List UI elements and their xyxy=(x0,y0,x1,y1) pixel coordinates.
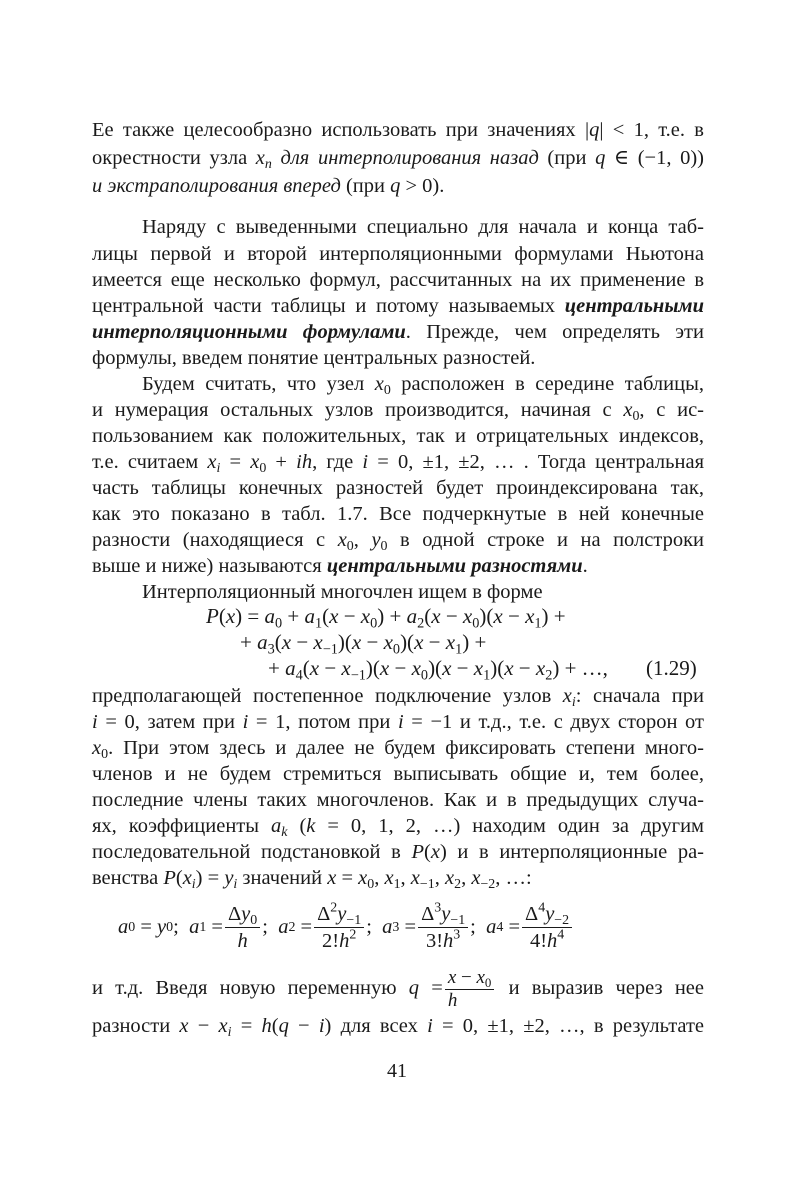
equation-line: + $a_4(x - x_{-1})(x - x_0)(x - x_1)(x - x_2)$ + …, xyxy=(268,656,608,684)
text-line: формулы, введем понятие центральных разностей. xyxy=(92,347,536,369)
text-line: членов и не будем стремиться выписывать общие и, тем более, xyxy=(92,763,704,785)
text-line: как это показано в табл. 1.7. Все подчеркнутые в ней конечные xyxy=(92,503,704,525)
text-line: часть таблицы конечных разностей будет проиндексирована так, xyxy=(92,477,704,499)
equation-line: $P(x) = a_0 + a_1(x - x_0) + a_2(x - x_0)(x - x_1)$ + xyxy=(206,604,566,632)
separator: ; xyxy=(470,916,476,938)
text-line: Ее также целесообразно использовать при значениях |q| < 1, т.е. в xyxy=(92,119,704,141)
coefficients-equation: a 0 = y 0 ; a 1 = $\frac{\Delta y_0}{h}$ ; a 2 = $\frac{\Delta^2y_{-1}}{2!h^2}$ ; a 3 = $\frac{\Delta^3y_{-1}}{3!h^3}$ ; a 4 = $\frac{\Delta^4y_{-2}}{4!h^4}$ xyxy=(118,902,708,953)
text-line: т.е. считаем $x_i = x_0$ + ih, где i = 0, ±1, ±2, … . Тогда центральная xyxy=(92,451,705,477)
text-line: ях, коэффициенты $a_k$ (k = 0, 1, 2, …) находим один за другим xyxy=(92,815,705,841)
text-line: $x_0$. При этом здесь и далее не будем фиксировать степени много- xyxy=(92,737,704,763)
separator: ; xyxy=(173,916,179,938)
text-line: разности (находящиеся с $x_0$, $y_0$ в одной строке и на полстроки xyxy=(92,529,704,555)
text-line: венства $P(x_i) = y_i$ значений $x = x_0$, $x_1$, $x_{-1}$, $x_2$, $x_{-2}$, …: xyxy=(92,867,532,893)
text-line: окрестности узла $x_n$ для интерполирования назад (при q ∈ (−1, 0)) xyxy=(92,147,704,173)
fraction: $\frac{x - x_0}{h}$ xyxy=(445,968,495,1011)
text-line: и т.д. Введя новую переменную q = $\frac{x - x_0}{h}$ и выразив через нее xyxy=(92,967,705,1011)
text-line: и нумерация остальных узлов производится, начиная с $x_0$, с ис- xyxy=(92,399,704,425)
text-line: последовательной подстановкой в P(x) и в интерполяционные ра- xyxy=(92,841,704,863)
text-line: интерполяционными формулами. Прежде, чем определять эти xyxy=(92,321,704,343)
equation-number: (1.29) xyxy=(646,656,697,680)
text-line: i = 0, затем при i = 1, потом при i = −1 и т.д., т.е. с двух сторон от xyxy=(92,711,704,733)
text-line: последние члены таких многочленов. Как и в предыдущих случа- xyxy=(92,789,704,811)
text-line: и экстраполирования вперед (при q > 0). xyxy=(92,175,445,197)
text-line: центральной части таблицы и потому называемых центральными xyxy=(92,295,704,317)
fraction: $\frac{\Delta y_0}{h}$ xyxy=(225,902,260,953)
fraction: $\frac{\Delta^2y_{-1}}{2!h^2}$ xyxy=(314,902,364,953)
text-line: разности $x - x_i = h(q - i)$ для всех i = 0, ±1, ±2, …, в результате xyxy=(92,1015,705,1041)
separator: ; xyxy=(366,916,372,938)
separator: ; xyxy=(262,916,268,938)
fraction: $\frac{\Delta^4y_{-2}}{4!h^4}$ xyxy=(522,902,572,953)
text-line: предполагающей постепенное подключение узлов $x_i$: сначала при xyxy=(92,685,704,711)
text-line: Интерполяционный многочлен ищем в форме xyxy=(142,581,543,603)
text-line: лицы первой и второй интерполяционными формулами Ньютона xyxy=(92,243,704,265)
equation-line: + $a_3(x - x_{-1})(x - x_0)(x - x_1)$ + xyxy=(240,630,487,658)
text-line: Будем считать, что узел $x_0$ расположен в середине таблицы, xyxy=(142,373,704,399)
text-line: выше и ниже) называются центральными разностями. xyxy=(92,555,588,577)
text-line: имеется еще несколько формул, рассчитанных на их применение в xyxy=(92,269,704,291)
text-line: пользованием как положительных, так и отрицательных индексов, xyxy=(92,425,704,447)
page-number: 41 xyxy=(387,1060,407,1082)
fraction: $\frac{\Delta^3y_{-1}}{3!h^3}$ xyxy=(418,902,468,953)
text-line: Наряду с выведенными специально для начала и конца таб- xyxy=(142,216,704,238)
